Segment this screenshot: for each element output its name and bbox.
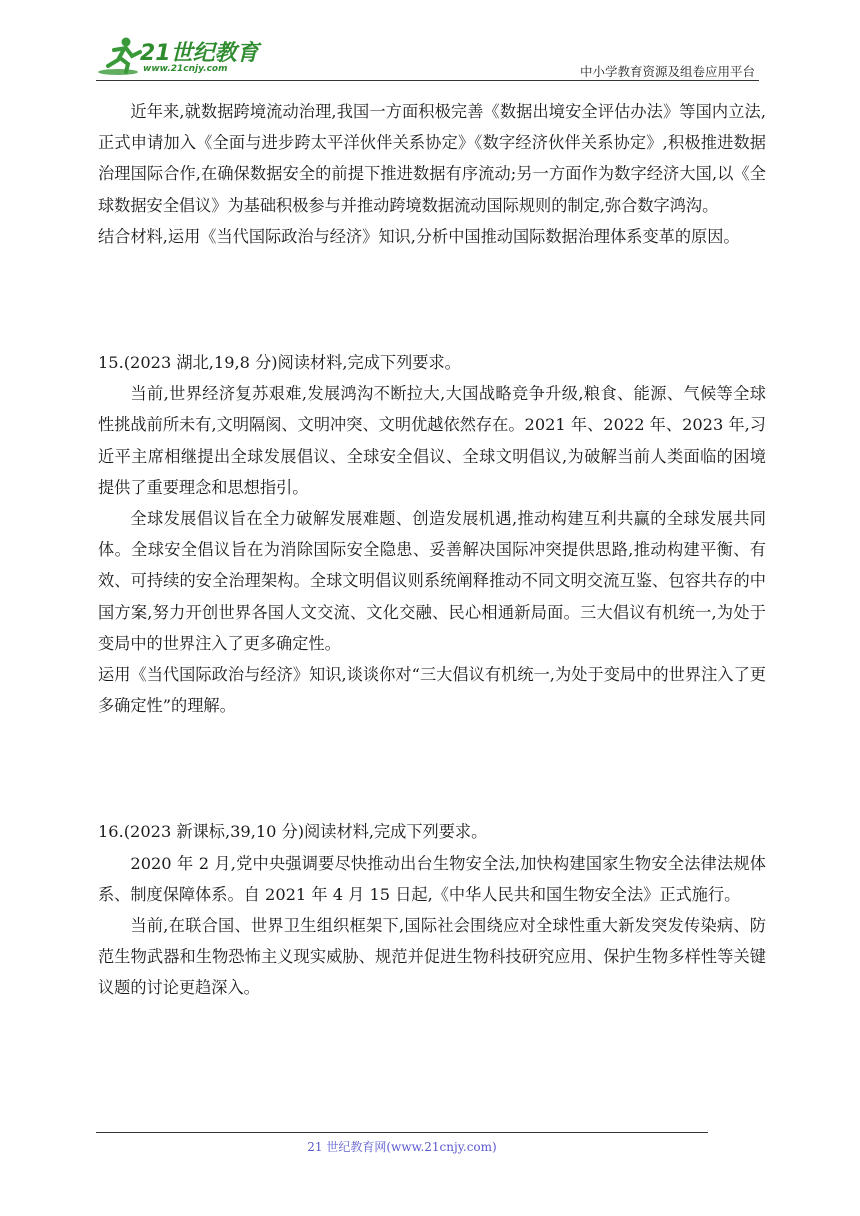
logo-text: 21世纪教育 (140, 41, 259, 66)
document-body (98, 96, 766, 1004)
question-15-prompt: 运用《当代国际政治与经济》知识,谈谈你对“三大倡议有机统一,为处于变局中的世界注入了更多确定性”的理解。 (98, 665, 766, 716)
question-15-paragraph-2: 全球发展倡议旨在全力破解发展难题、创造发展机遇,推动构建互利共赢的全球发展共同体。全球安全倡议旨在为消除国际安全隐患、妥善解决国际冲突提供思路,推动构建平衡、有效、可持续的安全治理架构。全球文明倡议则系统阐释推动不同文明交流互鉴、包容共存的中国方案,努力开创世界各国人文交流、文化交融、民心相通新局面。三大倡议有机统一,为处于变局中的世界注入了更多确定性。 (98, 509, 766, 653)
header-divider (96, 80, 759, 81)
footer-divider (96, 1132, 708, 1133)
header-platform-title: 中小学教育资源及组卷应用平台 (579, 64, 755, 79)
question-16-paragraph-1: 2020 年 2 月,党中央强调要尽快推动出台生物安全法,加快构建国家生物安全法律法规体系、制度保障体系。自 2021 年 4 月 15 日起,《中华人民共和国生物安全法》正式施行。 (98, 853, 766, 904)
footer-text: 21 世纪教育网(www.21cnjy.com) (307, 1140, 497, 1154)
question-15-title: 15.(2023 湖北,19,8 分)阅读材料,完成下列要求。 (98, 353, 461, 373)
answer-space (98, 252, 766, 347)
material-14-paragraph: 近年来,就数据跨境流动治理,我国一方面积极完善《数据出境安全评估办法》等国内立法,正式申请加入《全面与进步跨太平洋伙伴关系协定》《数字经济伙伴关系协定》,积极推进数据治理国际合作,在确保数据安全的前提下推进数据有序流动;另一方面作为数字经济大国,以《全球数据安全倡议》为基础积极参与并推动跨境数据流动国际规则的制定,弥合数字鸿沟。 (98, 102, 766, 215)
answer-space (98, 721, 766, 816)
page-header (0, 0, 860, 90)
question-15-paragraph-1: 当前,世界经济复苏艰难,发展鸿沟不断拉大,大国战略竞争升级,粮食、能源、气候等全球性挑战前所未有,文明隔阂、文明冲突、文明优越依然存在。2021 年、2022 年、2023 年,习近平主席相继提出全球发展倡议、全球安全倡议、全球文明倡议,为破解当前人类面临的困境提供了重要理念和思想指引。 (98, 384, 766, 497)
question-16-title: 16.(2023 新课标,39,10 分)阅读材料,完成下列要求。 (98, 822, 488, 842)
page-footer (0, 1138, 860, 1155)
question-14-prompt: 结合材料,运用《当代国际政治与经济》知识,分析中国推动国际数据治理体系变革的原因。 (98, 226, 740, 246)
logo-url: www.21cnjy.com (143, 64, 228, 74)
question-16-paragraph-2: 当前,在联合国、世界卫生组织框架下,国际社会围绕应对全球性重大新发突发传染病、防范生物武器和生物恐怖主义现实威胁、规范并促进生物科技研究应用、保护生物多样性等关键议题的讨论更趋深入。 (98, 916, 766, 998)
